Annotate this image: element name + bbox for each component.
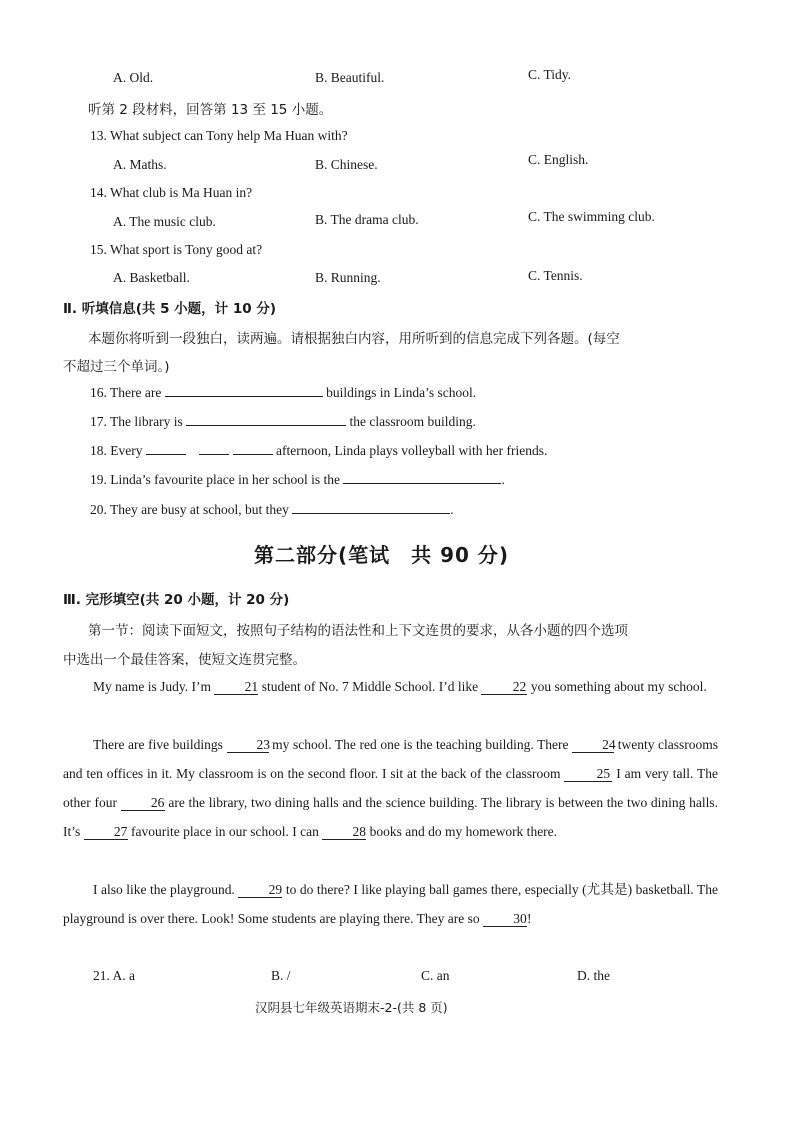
q19-post: .	[501, 472, 505, 487]
blank-number: 24	[602, 737, 616, 752]
cloze-blank-28[interactable]	[322, 825, 366, 840]
passage-text: My name is Judy. I’m	[93, 679, 211, 694]
q16-pre: 16. There are	[90, 385, 162, 400]
blank-number: 22	[512, 679, 527, 694]
q16-post: buildings in Linda’s school.	[326, 385, 477, 400]
passage-text: student of No. 7 Middle School. I’d like	[261, 679, 479, 694]
blank-number: 27	[113, 824, 128, 839]
passage-text: !	[527, 911, 532, 926]
q14-stem: 14. What club is Ma Huan in?	[90, 185, 253, 200]
part2-heading: Ⅱ. 听填信息(共 5 小题，计 10 分)	[63, 301, 277, 317]
cloze-blank-23[interactable]	[227, 738, 269, 753]
part3-instruction-line2: 中选出一个最佳答案，使短文连贯完整。	[63, 652, 306, 668]
q20-pre: 20. They are busy at school, but they	[90, 502, 289, 517]
q18-answer-blank-3[interactable]	[233, 454, 273, 455]
passage-text: I also like the playground.	[93, 882, 235, 897]
q21-option-a: 21. A. a	[93, 968, 135, 983]
q20-post: .	[450, 502, 454, 517]
q13-option-a: A. Maths.	[113, 157, 167, 172]
q14-option-c: C. The swimming club.	[528, 209, 655, 224]
cloze-blank-26[interactable]	[121, 796, 165, 811]
passage-text: There are five buildings	[93, 737, 223, 752]
q19	[90, 472, 505, 488]
option-a: A. Old.	[113, 70, 154, 85]
q16	[90, 385, 476, 401]
q17-pre: 17. The library is	[90, 414, 183, 429]
passage-paragraph-1	[63, 672, 718, 701]
page-footer: 汉阴县七年级英语期末-2-(共 8 页)	[255, 1000, 448, 1015]
option-c: C. Tidy.	[528, 67, 572, 82]
cloze-blank-21[interactable]	[214, 680, 258, 695]
passage-paragraph-3	[63, 875, 718, 933]
q18-post: afternoon, Linda plays volleyball with her friends.	[275, 443, 548, 458]
passage-text: books and do my homework there.	[369, 824, 558, 839]
q14-option-b: B. The drama club.	[315, 212, 419, 227]
q18-answer-blank-1[interactable]	[146, 454, 186, 455]
q19-pre: 19. Linda’s favourite place in her school is the	[90, 472, 341, 487]
cloze-blank-27[interactable]	[84, 825, 128, 840]
q18	[90, 443, 547, 459]
blank-number: 28	[352, 824, 366, 839]
cloze-blank-24[interactable]	[572, 738, 614, 753]
q21-option-b: B. /	[271, 968, 291, 983]
blank-number: 21	[244, 679, 259, 694]
blank-number: 29	[268, 882, 283, 897]
passage-text: are the library, two dining halls and the science building. The library is between the two dining halls. It’s	[63, 795, 719, 839]
q19-answer-blank[interactable]	[343, 483, 501, 484]
q13-option-b: B. Chinese.	[315, 157, 378, 172]
q21-option-c: C. an	[421, 968, 450, 983]
q20	[90, 502, 454, 518]
blank-number: 26	[150, 795, 165, 810]
part2-instruction-line2: 不超过三个单词。)	[63, 359, 170, 375]
passage-text: twenty classrooms and ten offices in it. My classroom is on the second floor. I sit at the back of the classroom	[63, 737, 719, 781]
part3-heading: Ⅲ. 完形填空(共 20 小题，计 20 分)	[63, 592, 290, 608]
q13-stem: 13. What subject can Tony help Ma Huan with?	[90, 128, 348, 143]
cloze-blank-25[interactable]	[564, 767, 612, 782]
q21-option-d: D. the	[577, 968, 610, 983]
cloze-blank-30[interactable]	[483, 912, 527, 927]
passage-paragraph-2	[63, 730, 718, 846]
q17-answer-blank[interactable]	[186, 425, 346, 426]
blank-number: 30	[513, 911, 527, 926]
q20-answer-blank[interactable]	[292, 513, 450, 514]
q17-post: the classroom building.	[349, 414, 476, 429]
written-part-title: 第二部分(笔试 共 90 分)	[254, 543, 510, 567]
q18-pre: 18. Every	[90, 443, 143, 458]
q16-answer-blank[interactable]	[165, 396, 323, 397]
cloze-blank-29[interactable]	[238, 883, 282, 898]
part3-instruction-line1: 第一节：阅读下面短文，按照句子结构的语法性和上下文连贯的要求，从各小题的四个选项	[88, 623, 628, 639]
q15-stem: 15. What sport is Tony good at?	[90, 242, 263, 257]
passage-text: you something about my school.	[530, 679, 707, 694]
q15-option-c: C. Tennis.	[528, 268, 583, 283]
passage-text: favourite place in our school. I can	[131, 824, 319, 839]
option-b: B. Beautiful.	[315, 70, 385, 85]
passage-text: my school. The red one is the teaching building. There	[272, 737, 569, 752]
q13-option-c: C. English.	[528, 152, 589, 167]
blank-number: 25	[596, 766, 611, 781]
q14-option-a: A. The music club.	[113, 214, 216, 229]
section2-intro: 听第 2 段材料，回答第 13 至 15 小题。	[88, 102, 333, 118]
passage-text: I am very tall. The other four	[63, 766, 719, 810]
cloze-blank-22[interactable]	[481, 680, 527, 695]
part2-instruction-line1: 本题你将听到一段独白，读两遍。请根据独白内容，用所听到的信息完成下列各题。(每空	[88, 331, 620, 347]
blank-number: 23	[256, 737, 271, 752]
q15-option-b: B. Running.	[315, 270, 381, 285]
q17	[90, 414, 476, 430]
q18-answer-blank-2[interactable]	[199, 454, 229, 455]
passage-text: to do there? I like playing ball games there, especially (尤其是) basketball. The playground is over there. Look! Some students are playing there. They are so	[63, 882, 719, 926]
q15-option-a: A. Basketball.	[113, 270, 190, 285]
